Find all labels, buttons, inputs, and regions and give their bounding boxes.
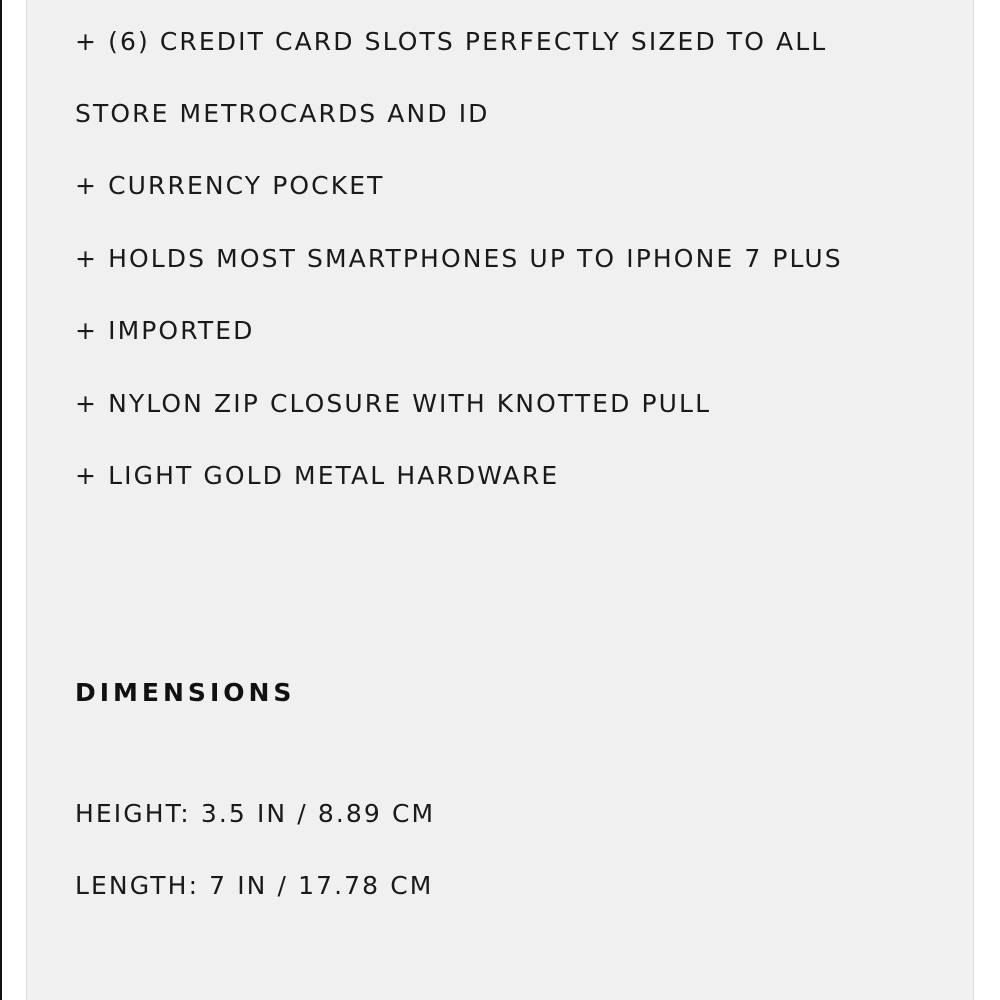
feature-item-imported: + IMPORTED	[75, 316, 255, 345]
feature-item-card-slots-continued: STORE METROCARDS AND ID	[75, 99, 490, 128]
dimensions-heading: DIMENSIONS	[75, 678, 296, 707]
dimension-height: HEIGHT: 3.5 IN / 8.89 CM	[75, 799, 436, 828]
window-edge-divider	[0, 0, 2, 1000]
feature-item-card-slots: + (6) CREDIT CARD SLOTS PERFECTLY SIZED TO ALL	[75, 27, 828, 56]
feature-item-smartphones: + HOLDS MOST SMARTPHONES UP TO IPHONE 7 PLUS	[75, 244, 843, 273]
product-details-panel	[26, 0, 974, 1000]
feature-item-hardware: + LIGHT GOLD METAL HARDWARE	[75, 461, 560, 490]
feature-item-currency-pocket: + CURRENCY POCKET	[75, 171, 385, 200]
dimension-length: LENGTH: 7 IN / 17.78 CM	[75, 871, 434, 900]
feature-item-zip-closure: + NYLON ZIP CLOSURE WITH KNOTTED PULL	[75, 389, 712, 418]
